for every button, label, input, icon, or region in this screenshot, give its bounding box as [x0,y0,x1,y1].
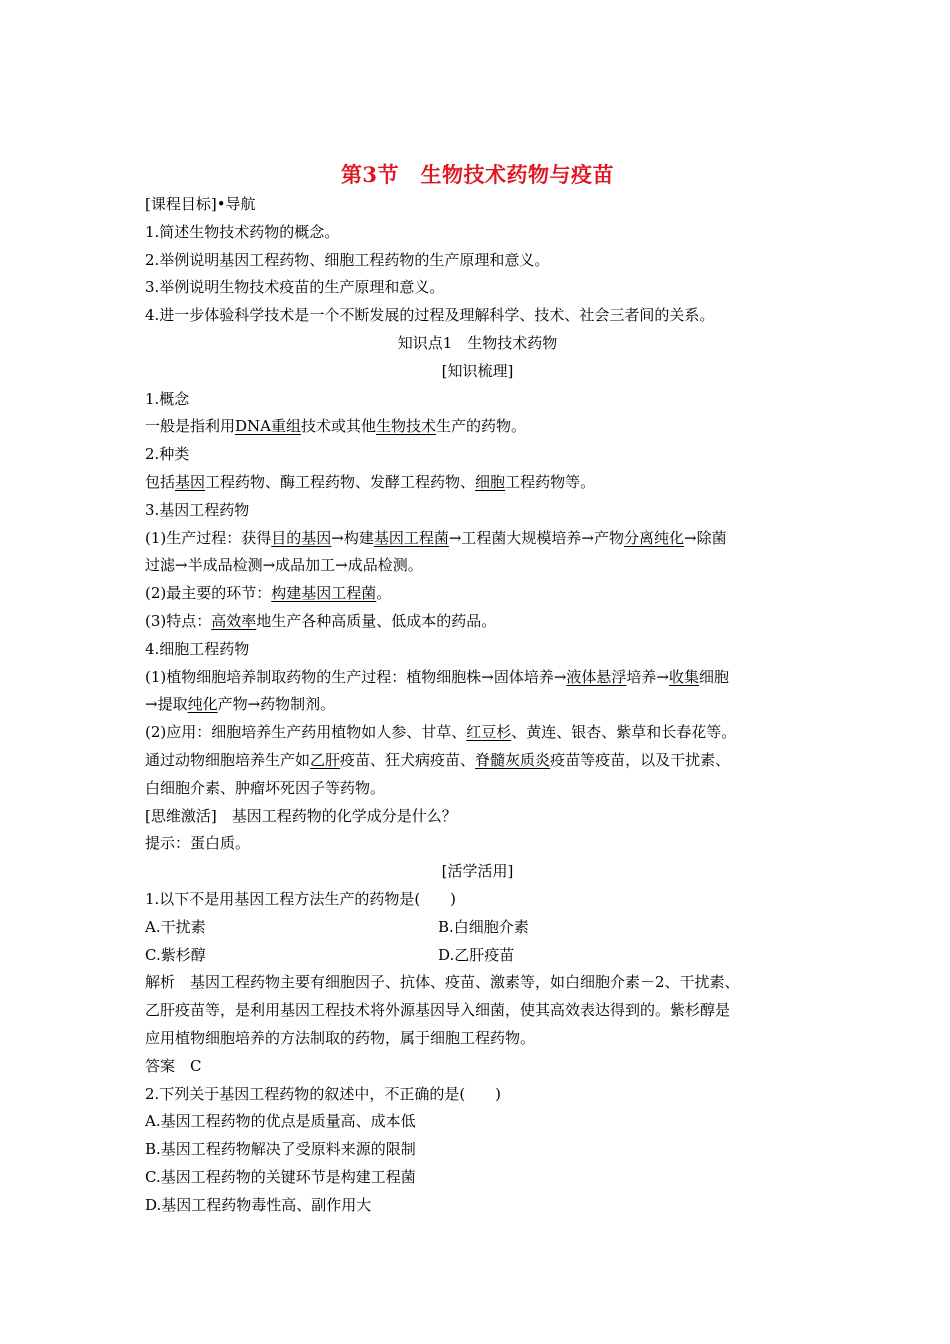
paragraph: (1)生产过程：获得目的基因→构建基因工程菌→工程菌大规模培养→产物分离纯化→除菌 [145,528,727,547]
fill-blank: 目的基因 [271,528,332,547]
fill-blank: 红豆杉 [466,723,512,742]
paragraph: 白细胞介素、肿瘤坏死因子等药物。 [145,778,386,797]
answer: 答案 C [145,1056,202,1075]
analysis: 应用植物细胞培养的方法制取的药物，属于细胞工程药物。 [145,1028,536,1047]
option-row [145,914,810,942]
objectives-header: [课程目标]•导航 [145,195,256,213]
option: C.基因工程药物的关键环节是构建工程菌 [145,1167,416,1186]
paragraph: →提取纯化产物→药物制剂。 [145,695,336,714]
option: D.基因工程药物毒性高、副作用大 [145,1195,372,1214]
paragraph: 过滤→半成品检测→成品加工→成品检测。 [145,556,423,575]
section-heading: 2.种类 [145,445,190,464]
fill-blank: 乙肝 [310,750,341,769]
section-heading: 3.基因工程药物 [145,500,250,519]
fill-blank: 构建基因工程菌 [271,584,377,603]
fill-blank: 收集 [668,667,699,686]
knowledge-header: [知识梳理] [441,361,514,380]
practice-header: [活学活用] [441,862,514,881]
objective-item: 3.举例说明生物技术疫苗的生产原理和意义。 [145,278,445,297]
objective-item: 1.简述生物技术药物的概念。 [145,222,340,241]
knowledge-point-title: 知识点1 生物技术药物 [397,333,558,352]
fill-blank: 细胞 [475,472,506,491]
section-heading: 1.概念 [145,389,190,408]
paragraph: (2)应用：细胞培养生产药用植物如人参、甘草、红豆杉、黄连、银杏、紫草和长春花等。 [145,723,737,742]
paragraph: (2)最主要的环节：构建基因工程菌。 [145,584,392,603]
analysis: 解析 基因工程药物主要有细胞因子、抗体、疫苗、激素等，如白细胞介素－2、干扰素、 [145,973,740,992]
document-page [145,160,810,1219]
paragraph: 一般是指利用DNA重组技术或其他生物技术生产的药物。 [145,417,527,436]
fill-blank: 液体悬浮 [566,667,627,686]
fill-blank: DNA重组 [235,417,301,436]
fill-blank: 纯化 [187,695,218,714]
fill-blank: 分离纯化 [624,528,685,547]
fill-blank: 生物技术 [376,417,437,436]
question: 1.以下不是用基因工程方法生产的药物是( ) [145,889,457,908]
think-prompt: [思维激活] 基因工程药物的化学成分是什么？ [145,806,457,825]
option: B.白细胞介素 [438,917,529,936]
fill-blank: 基因工程菌 [373,528,449,547]
paragraph: 通过动物细胞培养生产如乙肝疫苗、狂犬病疫苗、脊髓灰质炎疫苗等疫苗，以及干扰素、 [145,750,731,769]
option: D.乙肝疫苗 [438,945,515,964]
option: A.干扰素 [145,917,206,936]
objective-item: 4.进一步体验科学技术是一个不断发展的过程及理解科学、技术、社会三者间的关系。 [145,306,715,325]
paragraph: 包括基因工程药物、酶工程药物、发酵工程药物、细胞工程药物等。 [145,472,596,491]
fill-blank: 基因 [175,472,206,491]
analysis: 乙肝疫苗等，是利用基因工程技术将外源基因导入细菌，使其高效表达得到的。紫杉醇是 [145,1001,731,1020]
option: B.基因工程药物解决了受原料来源的限制 [145,1140,416,1159]
paragraph: (3)特点：高效率地生产各种高质量、低成本的药品。 [145,611,497,630]
question: 2.下列关于基因工程药物的叙述中，不正确的是( ) [145,1084,502,1103]
option: C.紫杉醇 [145,945,206,964]
objective-item: 2.举例说明基因工程药物、细胞工程药物的生产原理和意义。 [145,250,550,269]
section-heading: 4.细胞工程药物 [145,639,250,658]
option: A.基因工程药物的优点是质量高、成本低 [145,1112,416,1131]
page-title: 第3节 生物技术药物与疫苗 [340,162,615,187]
paragraph: (1)植物细胞培养制取药物的生产过程：植物细胞株→固体培养→液体悬浮培养→收集细胞 [145,667,730,686]
option-row [145,942,810,970]
fill-blank: 高效率 [211,611,257,630]
hint: 提示：蛋白质。 [145,834,251,853]
fill-blank: 脊髓灰质炎 [475,750,551,769]
